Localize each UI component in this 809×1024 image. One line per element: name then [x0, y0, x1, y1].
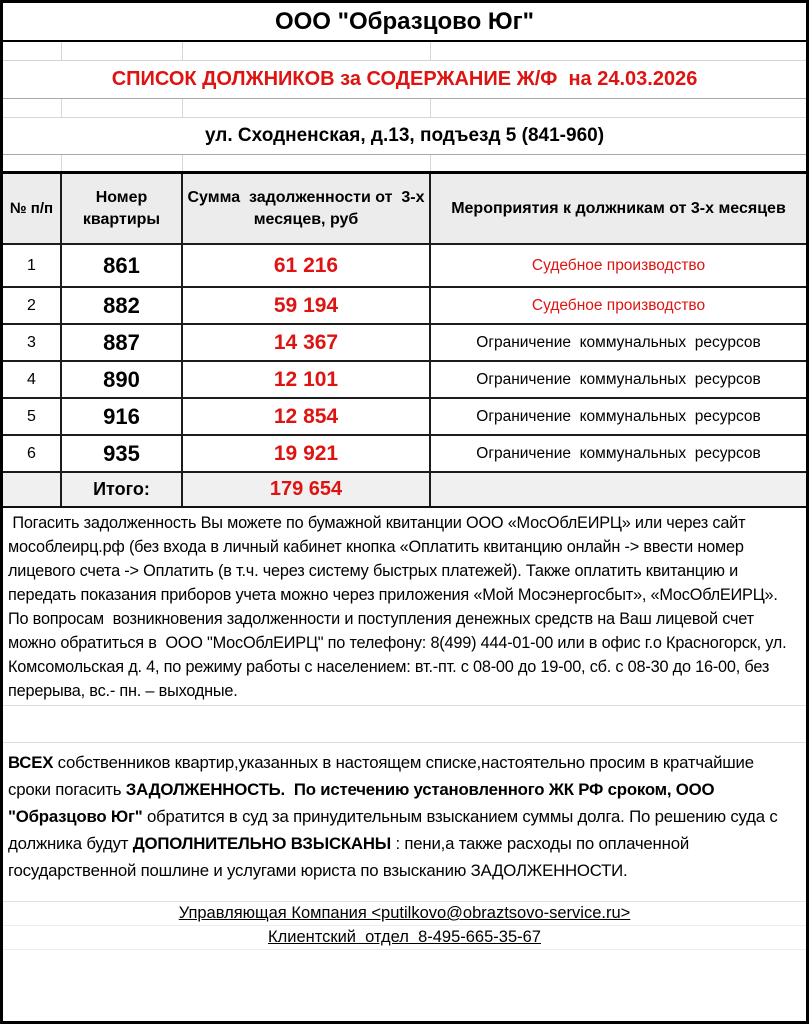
action-cell: Ограничение коммунальных ресурсов [476, 333, 761, 351]
payment-instructions [3, 508, 806, 705]
header-cell-number: № п/п [3, 174, 62, 243]
warning-run-bold: ВСЕХ [8, 753, 54, 772]
debt-cell: 12 854 [183, 399, 431, 434]
debtors-list-title: СПИСОК ДОЛЖНИКОВ за СОДЕРЖАНИЕ Ж/Ф на 24.03.2026 [3, 61, 806, 99]
client-department-line [3, 926, 806, 950]
total-row [3, 473, 806, 506]
table-row [3, 436, 806, 473]
spacer-row [3, 99, 806, 118]
empty-gap-row [3, 886, 806, 902]
header-cell-debt-sum: Сумма задолженности от 3-х месяцев, руб [183, 174, 431, 243]
table-row [3, 245, 806, 288]
management-company-email: Управляющая Компания <putilkovo@obraztsovo-service.ru> [178, 904, 631, 922]
debt-cell: 19 921 [183, 436, 431, 471]
client-department-phone: Клиентский отдел 8-495-665-35-67 [268, 928, 541, 946]
table-row [3, 325, 806, 362]
apartment-cell: 890 [62, 362, 183, 397]
table-row [3, 399, 806, 436]
total-label: Итого: [62, 473, 183, 506]
debtors-table [3, 171, 806, 508]
debt-cell: 12 101 [183, 362, 431, 397]
warning-text [3, 743, 806, 886]
action-cell: Судебное производство [531, 296, 706, 314]
warning-run-bold: ДОПОЛНИТЕЛЬНО ВЗЫСКАНЫ [132, 834, 391, 853]
apartment-cell: 861 [62, 245, 183, 286]
debt-cell: 14 367 [183, 325, 431, 360]
apartment-cell: 887 [62, 325, 183, 360]
header-cell-apartment: Номер квартиры [62, 174, 183, 243]
action-cell: Судебное производство [531, 256, 706, 274]
action-cell: Ограничение коммунальных ресурсов [476, 444, 761, 462]
apartment-cell: 882 [62, 288, 183, 323]
payment-paragraph-1: Погасить задолженность Вы можете по бумажной квитанции ООО «МосОблЕИРЦ» или через сайт мособлеирц.рф (без входа в личный кабинет кнопка «Оплатить квитанцию онлайн -> ввести номер лицевого счета -> Оплатить (в т.ч. через систему быстрых платежей). Также оплатить квитанцию и передать показания приборов учета можно через приложения «Мой Мосэнергосбыт», «МосОблЕИРЦ». [8, 514, 778, 604]
warning-run: : пени,а также расходы по оплаченной государственной пошлине и услугами юриста по взысканию ЗАДОЛЖЕННОСТИ. [8, 834, 694, 880]
total-actions-empty-cell [431, 473, 806, 506]
row-number-cell: 5 [3, 399, 62, 434]
warning-run: собственников квартир,указанных в настоящем списке,настоятельно просим в кратчайшие сроки погасить [8, 753, 759, 799]
debt-cell: 59 194 [183, 288, 431, 323]
spacer-row [3, 42, 806, 61]
warning-run-bold: ЗАДОЛЖЕННОСТЬ. По истечению установленного ЖК РФ сроком, ООО "Образцово Юг" [8, 780, 719, 826]
action-cell: Ограничение коммунальных ресурсов [476, 407, 761, 425]
table-row [3, 362, 806, 399]
row-number-cell: 2 [3, 288, 62, 323]
empty-gap-row [3, 705, 806, 743]
payment-paragraph-2: По вопросам возникновения задолженности и поступления денежных средств на Ваш лицевой счет можно обратиться в ООО "МосОблЕИРЦ" по телефону: 8(499) 444-01-00 или в офис г.о Красногорск, ул. Комсомольская д. 4, по режиму работы с населением: вт.-пт. с 08-00 до 19-00, сб. с 08-30 до 16-00, без перерыва, вс.- пн. – выходные. [8, 610, 791, 700]
action-cell: Ограничение коммунальных ресурсов [476, 370, 761, 388]
table-header-row [3, 174, 806, 245]
warning-run: обратится в суд за принудительным взысканием суммы долга. По решению суда с должника будут [8, 807, 782, 853]
header-cell-actions: Мероприятия к должникам от 3-х месяцев [451, 199, 786, 217]
total-empty-cell [3, 473, 62, 506]
address-line: ул. Сходненская, д.13, подъезд 5 (841-960) [3, 118, 806, 155]
row-number-cell: 4 [3, 362, 62, 397]
table-row [3, 288, 806, 325]
apartment-cell: 935 [62, 436, 183, 471]
debt-cell: 61 216 [183, 245, 431, 286]
row-number-cell: 3 [3, 325, 62, 360]
spacer-row [3, 155, 806, 171]
company-title: ООО "Образцово Юг" [3, 3, 806, 42]
row-number-cell: 6 [3, 436, 62, 471]
management-company-line [3, 902, 806, 926]
row-number-cell: 1 [3, 245, 62, 286]
apartment-cell: 916 [62, 399, 183, 434]
total-value: 179 654 [183, 473, 431, 506]
